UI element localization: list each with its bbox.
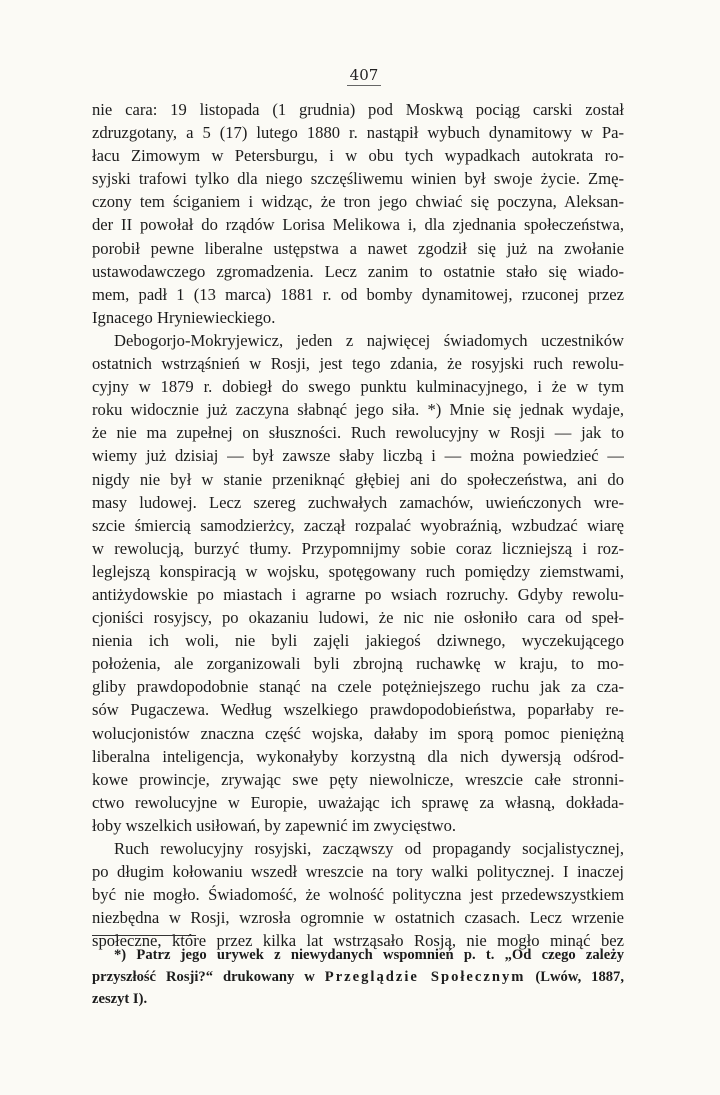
text-line: nienia ich woli, nie byli zajęli jakiegoś dziwnego, wyczekującego <box>92 631 624 651</box>
text-line: Ruch rewolucyjny rosyjski, zacząwszy od propagandy socjalistycznej, <box>114 839 624 858</box>
text-line: gliby prawdopodobnie stanąć na czele potężniejszego ruchu jak za cza- <box>92 677 624 697</box>
text-line: roku widocznie już zaczyna słabnąć jego siła. *) Mnie się jednak wydaje, <box>92 400 624 420</box>
text-line: zdruzgotany, a 5 (17) lutego 1880 r. nastąpił wybuch dynamitowy w Pa- <box>92 123 624 143</box>
text-line: nigdy nie był w stanie przeniknąć głębiej ani do społeczeństwa, ani do <box>92 469 624 489</box>
text-line: leglejszą konspiracją w wojsku, spotęgowany ruch pomiędzy ziemstwami, <box>92 561 624 581</box>
text-line: czony tem ściganiem i widząc, że tron jego chwiać się poczyna, Aleksan- <box>92 192 624 212</box>
text-line: że nie ma zupełnej on słuszności. Ruch rewolucyjny w Rosji — jak to <box>92 423 624 443</box>
text-line: w rewolucją, burzyć tłumy. Przypomnijmy sobie coraz liczniejszą i roz- <box>92 538 624 558</box>
text-line: być nie mogło. Świadomość, że wolność polityczna jest przedewszystkiem <box>92 885 624 905</box>
footnote-text: zeszyt I). <box>92 991 148 1007</box>
footnote-line <box>92 944 624 966</box>
footnote-text: *) Patrz jego urywek z niewydanych wspomnień p. t. „Od czego zależy <box>114 947 624 963</box>
text-line: szcie śmiercią samodzierżcy, zaczął rozpalać wyobraźnią, wzbudzać wiarę <box>92 515 624 535</box>
footnote-text: przyszłość Rosji?“ drukowany w <box>92 969 315 985</box>
text-line: sów Pugaczewa. Według wszelkiego prawdopodobieństwa, poparłaby re- <box>92 700 624 720</box>
text-line: społeczne, które przez kilka lat wstrząsało Rosją, nie mogło minąć bez <box>92 931 624 951</box>
text-line: nie cara: 19 listopada (1 grudnia) pod Moskwą pociąg carski został <box>92 100 624 119</box>
text-line: syjski trafowi tylko dla niego szczęśliwemu winien był swoje życie. Zmę- <box>92 169 624 189</box>
page-number-text: 407 <box>347 66 382 86</box>
footnote <box>92 944 624 1010</box>
text-line: cyjny w 1879 r. dobiegł do swego punktu kulminacyjnego, i że w tym <box>92 377 624 397</box>
text-line: wiemy już dzisiaj — był zawsze słaby liczbą i — można powiedzieć — <box>92 446 624 466</box>
footnote-line <box>92 988 624 1010</box>
text-line: po długim kołowaniu wszedł wreszcie na tory walki politycznej. I inaczej <box>92 862 624 882</box>
text-line: położenia, ale zorganizowali byli zbrojną ruchawkę w kraju, to mo- <box>92 654 624 674</box>
text-line: liberalna inteligencja, wykonałyby korzystną dla nich dywersją odśrod- <box>92 746 624 766</box>
text-line: ctwo rewolucyjne w Europie, uważając ich sprawę za własną, dokłada- <box>92 792 624 812</box>
footnote-text: (Lwów, 1887, <box>535 969 624 985</box>
footnote-divider <box>92 935 196 936</box>
text-line: ustawodawczego zgromadzenia. Lecz zanim to ostatnie stało się wiado- <box>92 261 624 281</box>
text-line: antiżydowskie po miastach i agrarne po wsiach rozruchy. Gdyby rewolu- <box>92 584 624 604</box>
text-line: Ignacego Hryniewieckiego. <box>92 307 276 327</box>
text-line: wolucjonistów znaczna część wojska, dałaby im sporą pomoc pieniężną <box>92 723 624 743</box>
text-line: łoby wszelkich usiłowań, by zapewnić im zwycięstwo. <box>92 815 457 835</box>
footnote-line <box>92 966 624 988</box>
text-line: Debogorjo-Mokryjewicz, jeden z najwięcej świadomych uczestników <box>114 330 624 350</box>
text-line: der II powołał do rządów Lorisa Melikowa i, dla zjednania społeczeństwa, <box>92 215 624 235</box>
text-line: kowe prowincje, zrywając swe pęty niewolnicze, wreszcie całe stronni- <box>92 769 624 789</box>
page-number <box>0 66 720 86</box>
journal-title: Przeglądzie Społecznym <box>324 969 526 985</box>
text-line: cjoniści rosyjscy, po okazaniu ludowi, że nic nie osłoniło cara od speł- <box>92 608 624 628</box>
text-line: masy ludowej. Lecz szereg zuchwałych zamachów, uwieńczonych wre- <box>92 492 624 512</box>
main-text <box>92 98 624 952</box>
text-line: niezbędna w Rosji, wzrosła ogromnie w ostatnich czasach. Lecz wrzenie <box>92 908 624 928</box>
text-line: łacu Zimowym w Petersburgu, i w obu tych wypadkach autokrata ro- <box>92 146 624 166</box>
text-line: mem, padł 1 (13 marca) 1881 r. od bomby dynamitowej, rzuconej przez <box>92 284 624 304</box>
text-line: porobił pewne liberalne ustępstwa a nawet zgodził się już na zwołanie <box>92 238 624 258</box>
text-line: ostatnich wstrząśnień w Rosji, jest tego zdania, że rosyjski ruch rewolu- <box>92 354 624 374</box>
